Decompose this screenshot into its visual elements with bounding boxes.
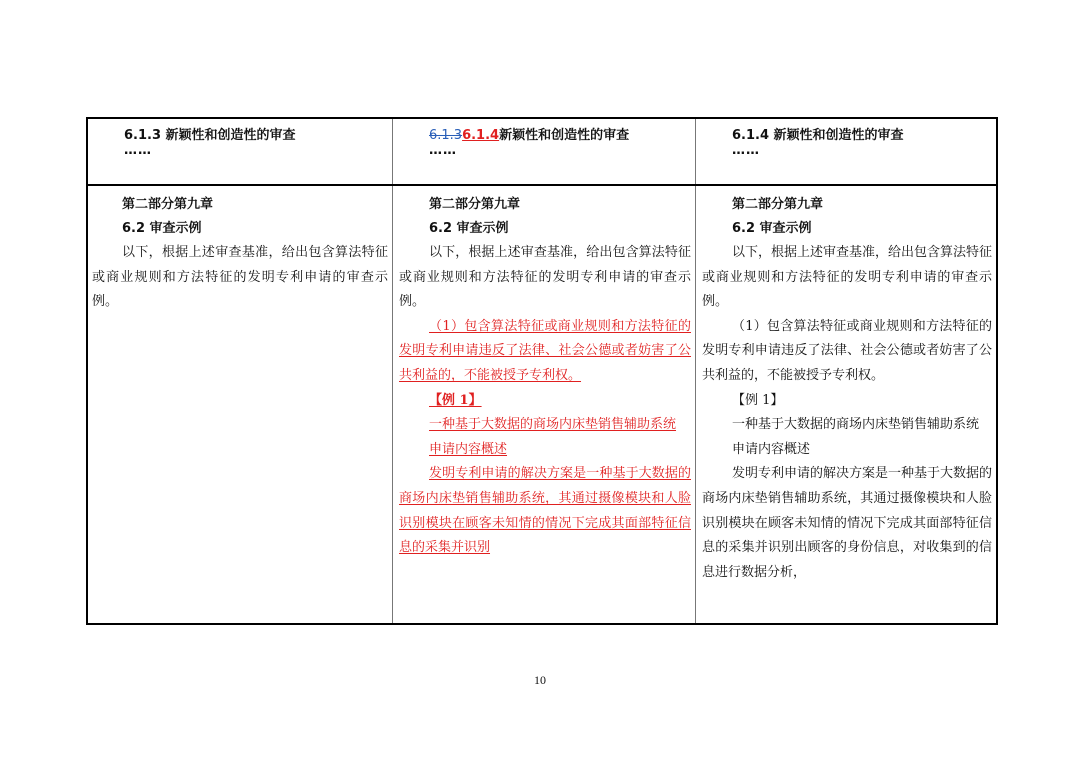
- page-number: 10: [534, 673, 546, 687]
- header-ellipsis-revision: ……: [429, 143, 457, 158]
- comparison-table: [86, 117, 998, 625]
- summary-heading: 申请内容概述: [732, 441, 811, 457]
- body-cell-revision: [393, 186, 695, 623]
- section-heading: 6.2 审查示例: [732, 221, 812, 236]
- chapter-heading: 第二部分第九章: [429, 197, 521, 212]
- inserted-summary-heading: 申请内容概述: [429, 441, 508, 457]
- chapter-heading: 第二部分第九章: [732, 197, 824, 212]
- example-title: 一种基于大数据的商场内床垫销售辅助系统: [732, 417, 980, 433]
- deleted-section-number: 6.1.3: [429, 128, 463, 143]
- body-cell-new: [696, 186, 996, 623]
- header-ellipsis-original: ……: [124, 143, 152, 158]
- inserted-summary: 发明专利申请的解决方案是一种基于大数据的商场内床垫销售辅助系统，其通过摄像模块和人脸识别模块在顾客未知情的情况下完成其面部特征信息的采集并识别: [399, 466, 691, 556]
- header-title-original: 6.1.3 新颖性和创造性的审查: [124, 128, 296, 143]
- intro-paragraph: 以下，根据上述审查基准，给出包含算法特征或商业规则和方法特征的发明专利申请的审查示例。: [702, 245, 993, 310]
- header-ellipsis-new: ……: [732, 143, 760, 158]
- header-title-revision-rest: 新颖性和创造性的审查: [499, 128, 630, 143]
- intro-paragraph: 以下，根据上述审查基准，给出包含算法特征或商业规则和方法特征的发明专利申请的审查示例。: [92, 245, 388, 310]
- table-header-row: [88, 119, 996, 186]
- section-heading: 6.2 审查示例: [429, 221, 509, 236]
- header-title-new: 6.1.4 新颖性和创造性的审查: [732, 128, 904, 143]
- example-label: 【例 1】: [732, 392, 784, 408]
- intro-paragraph: 以下，根据上述审查基准，给出包含算法特征或商业规则和方法特征的发明专利申请的审查示例。: [399, 245, 691, 310]
- table-body-row: [88, 186, 996, 623]
- inserted-section-number: 6.1.4: [462, 128, 500, 143]
- chapter-heading: 第二部分第九章: [122, 197, 214, 212]
- header-cell-new: [696, 119, 996, 184]
- point-1: （1）包含算法特征或商业规则和方法特征的发明专利申请违反了法律、社会公德或者妨害了公共利益的，不能被授予专利权。: [702, 318, 992, 383]
- header-cell-revision: [393, 119, 695, 184]
- body-cell-original: [88, 186, 392, 623]
- summary: 发明专利申请的解决方案是一种基于大数据的商场内床垫销售辅助系统，其通过摄像模块和人脸识别模块在顾客未知情的情况下完成其面部特征信息的采集并识别出顾客的身份信息，对收集到的信息进行数据分析，: [702, 466, 993, 580]
- section-heading: 6.2 审查示例: [122, 221, 202, 236]
- header-title-revision: [429, 127, 689, 145]
- header-cell-original: [88, 119, 392, 184]
- inserted-point-1: （1）包含算法特征或商业规则和方法特征的发明专利申请违反了法律、社会公德或者妨害了公共利益的，不能被授予专利权。: [399, 318, 691, 383]
- inserted-example-title: 一种基于大数据的商场内床垫销售辅助系统: [429, 417, 677, 433]
- inserted-example-label: 【例 1】: [429, 392, 482, 408]
